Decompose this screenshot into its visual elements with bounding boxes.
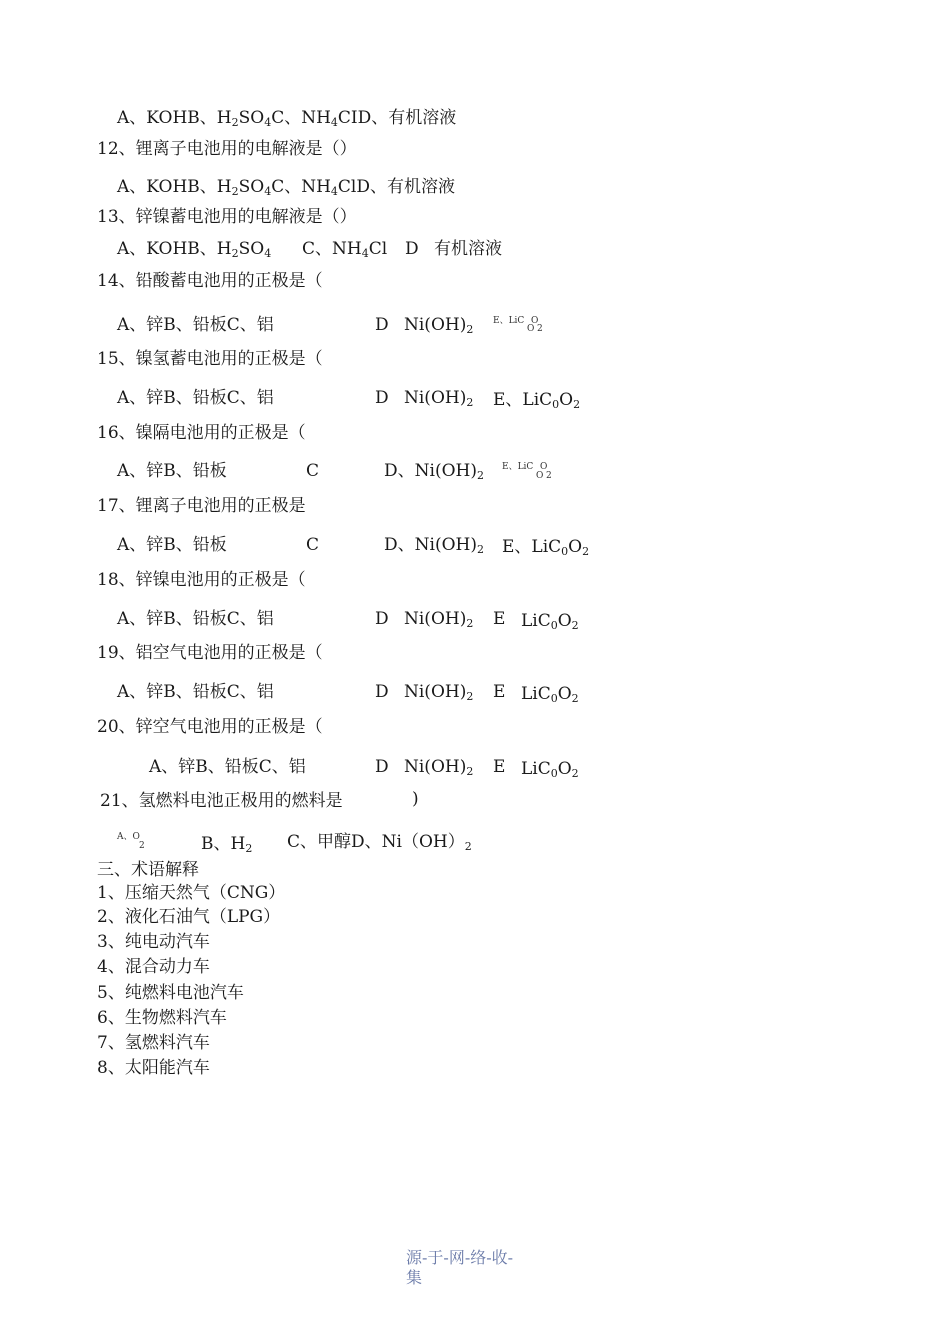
option-text: A、锌B、铅板C、铝 <box>117 609 274 629</box>
tiny-label: A、O <box>117 832 140 842</box>
option-line <box>521 759 579 779</box>
question-19: 19、铝空气电池用的正极是（ <box>97 643 323 663</box>
subscript: 4 <box>330 116 338 129</box>
option-text: O <box>557 759 572 779</box>
option-text: A、锌B、铅板C、铝 <box>117 315 274 335</box>
question-20: 20、锌空气电池用的正极是（ <box>97 717 323 737</box>
option-text: O <box>559 390 574 410</box>
option-text: Ni(OH) <box>404 757 467 777</box>
question-17: 17、锂离子电池用的正极是 <box>97 496 306 516</box>
option-text: Ni(OH) <box>404 682 467 702</box>
option-text: LiC <box>521 759 551 779</box>
question-13: 13、锌镍蓄电池用的电解液是（） <box>97 207 357 227</box>
option-text: B、H <box>201 834 246 854</box>
question-21: 21、氢燃料电池正极用的燃料是 <box>100 791 343 811</box>
term-item: 2、液化石油气（LPG） <box>97 907 281 927</box>
option-line <box>384 461 484 481</box>
option-text: Ni(OH) <box>404 315 467 335</box>
option-text: E、LiC <box>493 390 553 410</box>
footer-source: 源-于-网-络-收- <box>406 1248 514 1267</box>
subscript: 2 <box>476 543 484 556</box>
option-text: D <box>405 239 419 259</box>
option-text: A、锌B、铅板 <box>117 535 227 555</box>
option-text: D、Ni(OH) <box>384 535 477 555</box>
footer-source-end: 集 <box>406 1268 423 1287</box>
option-text: E <box>493 682 506 702</box>
option-text: C <box>306 535 320 555</box>
option-text: C、NH <box>302 239 362 259</box>
subscript: 0 <box>550 692 558 705</box>
option-line <box>201 834 252 854</box>
option-text: D <box>375 388 389 408</box>
option-line <box>302 239 387 259</box>
option-text: A、KOHB、H <box>117 239 232 259</box>
subscript: 2 <box>466 690 474 703</box>
option-line <box>521 684 579 704</box>
subscript: 2 <box>573 398 581 411</box>
term-item: 7、氢燃料汽车 <box>97 1033 210 1053</box>
option-text: O <box>568 537 583 557</box>
question-15: 15、镍氢蓄电池用的正极是（ <box>97 349 323 369</box>
option-text: E <box>493 757 506 777</box>
subscript: 4 <box>264 185 272 198</box>
term-item: 4、混合动力车 <box>97 957 210 977</box>
subscript: 2 <box>245 842 253 855</box>
option-line <box>502 537 589 557</box>
subscript: 2 <box>466 396 474 409</box>
subscript: 0 <box>561 545 569 558</box>
tiny-label: O <box>527 324 535 334</box>
option-text: SO <box>238 239 265 259</box>
option-text: A、锌B、铅板C、铝 <box>149 757 306 777</box>
question-14: 14、铅酸蓄电池用的正极是（ <box>97 271 323 291</box>
subscript: 2 <box>231 116 239 129</box>
option-text: D <box>375 757 389 777</box>
subscript: 0 <box>550 619 558 632</box>
option-text: 有机溶液 <box>434 239 502 259</box>
option-text: D <box>375 682 389 702</box>
option-line <box>404 757 473 777</box>
option-text: A、KOHB、H <box>117 177 232 197</box>
subscript: 0 <box>552 398 560 411</box>
option-text: A、KOHB、H <box>117 108 232 128</box>
tiny-label: O <box>531 316 539 326</box>
subscript: 2 <box>464 840 472 853</box>
tiny-label: O <box>540 462 548 472</box>
tiny-label: E、LiC <box>493 316 525 326</box>
question-21-close: ) <box>412 789 419 809</box>
option-line <box>404 388 473 408</box>
option-text: C、NH <box>271 108 331 128</box>
option-text: D <box>375 609 389 629</box>
subscript: 2 <box>571 767 579 780</box>
tiny-label: 2 <box>139 841 145 851</box>
subscript: 2 <box>466 617 474 630</box>
option-text: SO <box>238 177 265 197</box>
option-text: A、锌B、铅板 <box>117 461 227 481</box>
subscript: 2 <box>466 765 474 778</box>
term-item: 8、太阳能汽车 <box>97 1058 210 1078</box>
option-text: Ni(OH) <box>404 609 467 629</box>
option-text: O <box>557 684 572 704</box>
option-text: CID、有机溶液 <box>337 108 457 128</box>
option-text: C、甲醇D、Ni（OH） <box>287 832 465 852</box>
subscript: 4 <box>264 247 272 260</box>
subscript: 4 <box>330 185 338 198</box>
subscript: 2 <box>582 545 590 558</box>
option-text: E <box>493 609 506 629</box>
tiny-label: O <box>536 471 544 481</box>
option-text: ClD、有机溶液 <box>337 177 455 197</box>
tiny-label: E、LiC <box>502 462 534 472</box>
option-text: Ni(OH) <box>404 388 467 408</box>
subscript: 2 <box>476 469 484 482</box>
option-text: Cl <box>368 239 388 259</box>
option-line <box>404 609 473 629</box>
term-item: 1、压缩天然气（CNG） <box>97 883 286 903</box>
option-line <box>404 315 473 335</box>
option-text: C <box>306 461 320 481</box>
subscript: 2 <box>571 619 579 632</box>
tiny-label: 2 <box>546 471 552 481</box>
subscript: 2 <box>571 692 579 705</box>
option-text: A、锌B、铅板C、铝 <box>117 682 274 702</box>
option-line <box>493 390 580 410</box>
option-line <box>117 108 456 128</box>
section-heading: 三、术语解释 <box>97 860 199 880</box>
question-18: 18、锌镍电池用的正极是（ <box>97 570 306 590</box>
question-12: 12、锂离子电池用的电解液是（） <box>97 139 357 159</box>
option-text: A、锌B、铅板C、铝 <box>117 388 274 408</box>
tiny-label: 2 <box>537 324 543 334</box>
subscript: 0 <box>550 767 558 780</box>
option-text: SO <box>238 108 265 128</box>
term-item: 3、纯电动汽车 <box>97 932 210 952</box>
term-item: 6、生物燃料汽车 <box>97 1008 227 1028</box>
subscript: 2 <box>466 323 474 336</box>
option-text: LiC <box>521 611 551 631</box>
option-text: E、LiC <box>502 537 562 557</box>
subscript: 4 <box>264 116 272 129</box>
subscript: 4 <box>361 247 369 260</box>
option-text: LiC <box>521 684 551 704</box>
option-text: O <box>557 611 572 631</box>
option-text: D <box>375 315 389 335</box>
option-line <box>384 535 484 555</box>
question-16: 16、镍隔电池用的正极是（ <box>97 423 306 443</box>
option-line <box>521 611 579 631</box>
option-line <box>287 832 472 852</box>
term-item: 5、纯燃料电池汽车 <box>97 983 244 1003</box>
option-line <box>404 682 473 702</box>
subscript: 2 <box>231 247 239 260</box>
option-line <box>117 177 455 197</box>
option-line <box>117 239 271 259</box>
option-text: D、Ni(OH) <box>384 461 477 481</box>
subscript: 2 <box>231 185 239 198</box>
option-text: C、NH <box>271 177 331 197</box>
